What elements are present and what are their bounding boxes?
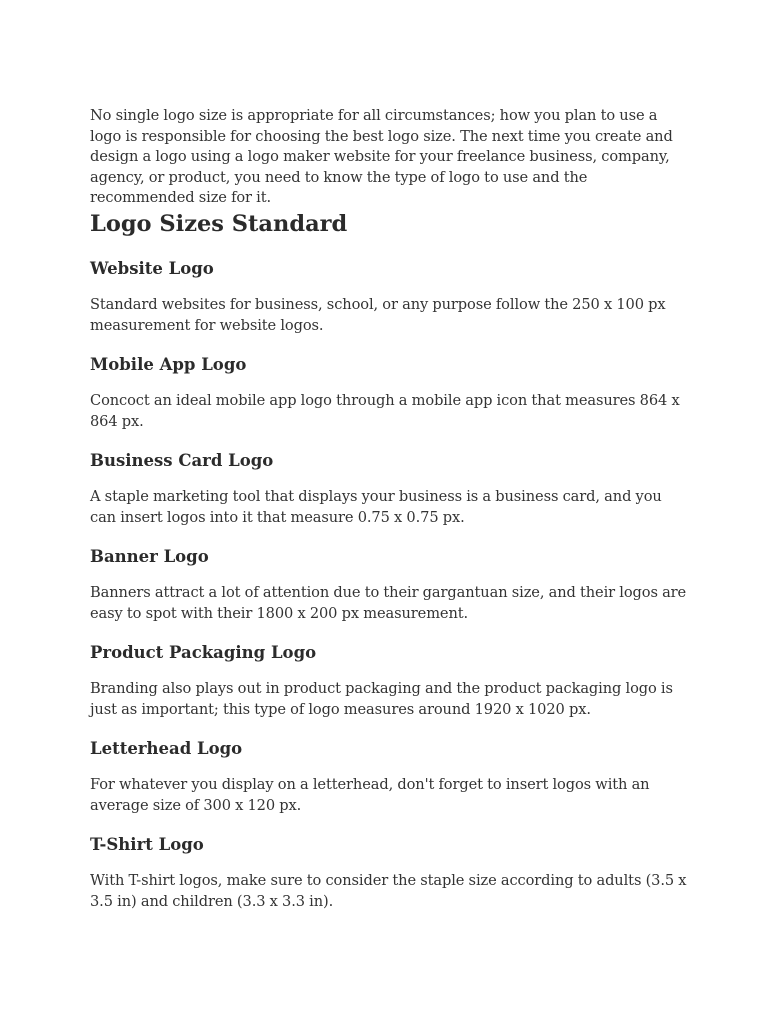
intro-paragraph: No single logo size is appropriate for all circumstances; how you plan to use a logo is responsible for choosing the best logo size. The next time you create and design a logo using a logo maker website for your freelance business, company, agency, or product, you need to know the type of logo to use and the recommended size for it. — [90, 107, 673, 206]
subheading: Product Packaging Logo — [90, 643, 317, 662]
paragraph: Banners attract a lot of attention due to their gargantuan size, and their logos are easy to spot with their 1800 x 200 px measurement. — [90, 584, 687, 622]
section-mobile-app-logo — [90, 354, 690, 432]
section-t-shirt-logo — [90, 834, 690, 912]
subheading: Letterhead Logo — [90, 739, 243, 758]
section-letterhead-logo — [90, 738, 690, 816]
paragraph: Branding also plays out in product packaging and the product packaging logo is just as important; this type of logo measures around 1920 x 1020 px. — [90, 680, 673, 718]
subheading: Mobile App Logo — [90, 355, 247, 374]
document-page — [90, 106, 690, 910]
section-product-packaging-logo — [90, 642, 690, 720]
section-website-logo — [90, 258, 690, 336]
section-banner-logo — [90, 546, 690, 624]
section-business-card-logo — [90, 450, 690, 528]
paragraph: With T-shirt logos, make sure to consider the staple size according to adults (3.5 x 3.5 in) and children (3.3 x 3.3 in). — [90, 872, 687, 910]
paragraph: For whatever you display on a letterhead, don't forget to insert logos with an average size of 300 x 120 px. — [90, 776, 650, 814]
subheading: T-Shirt Logo — [90, 835, 204, 854]
paragraph: A staple marketing tool that displays your business is a business card, and you can insert logos into it that measure 0.75 x 0.75 px. — [90, 488, 662, 526]
paragraph: Standard websites for business, school, or any purpose follow the 250 x 100 px measurement for website logos. — [90, 296, 666, 334]
subheading: Website Logo — [90, 259, 214, 278]
subheading: Business Card Logo — [90, 451, 274, 470]
section-heading: Logo Sizes Standard — [90, 211, 348, 237]
subheading: Banner Logo — [90, 547, 209, 566]
paragraph: Concoct an ideal mobile app logo through a mobile app icon that measures 864 x 864 px. — [90, 392, 680, 430]
